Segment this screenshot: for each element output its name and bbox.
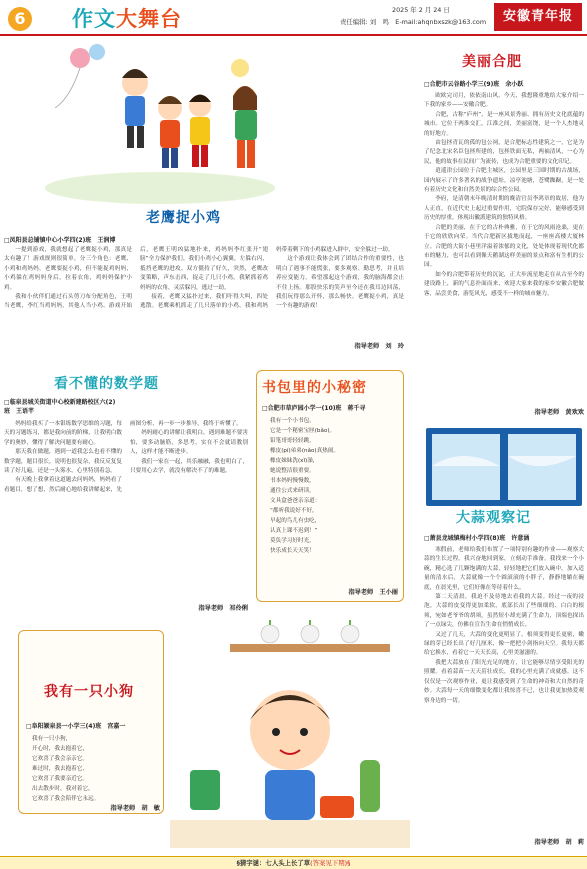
poem-line: 书本妈妈慢慢数， [270,478,315,484]
poem-body-schoolbag [270,416,400,556]
teacher-credit-hefei: 指导老师 黄欢欢 [534,409,584,416]
poem-line: 我有一个小书包， [270,418,315,424]
poem-line: “都听我说好不好， [270,508,318,514]
poem-line: 她说整洁很重要。 [270,468,315,474]
article-body-math [4,420,248,586]
article-title-math: 看不懂的数学题 [54,376,159,392]
poem-line: 铅笔哥哥轻轻跳， [270,438,315,444]
poem-line: 难过时，我去抱着它， [32,766,88,772]
paragraph: 我把大蒜放在了阳光充足的地方，让它能够尽情享受阳光的照耀。看着蒜苗一天天茁壮成长，我的心里充满了成就感。这不仅仅是一次观察作业，更让我感受到了生命的神奇和大自然的奇妙。大蒜每一天的细微变化都让我惊喜不已，也让我更加热爱观察身边的一切。 [424,659,584,704]
poem-line: 它欢喜了我会亲亲它。 [32,756,88,762]
poem-line: 开心时，我去抱着它， [32,746,88,752]
paragraph: 由包拯青瓦的孤的包公祠，是合肥标志性建筑之一，它是为了纪念北宋名臣包拯所建的，包拯铁面无私，两袖清风，一心为民，他的故事在民间广为流传，也成为合肥重要的文化印记。 [424,140,584,165]
article-title-dog: 我有一只小狗 [44,684,134,700]
article-byline-eagle: □凤阳县总铺镇中心小学四(2)班 王润博 [4,237,116,244]
riddle-answer-hint: (答案见下期)§ [310,859,351,867]
paragraph: 合肥，古称“庐州”，是一座风景秀丽、拥有历史文化底蕴的城市。它位于两淮交汇，江淮之间，美丽富饶，是一个人杰地灵的好地方。 [424,111,584,137]
paragraph: 这个游戏让我体会到了团结合作的重要性，也明白了遇事不能慌张，要多观察、勤思考，并且培养应变能力。希望那起这个游戏，我的脑海都会止不住上扬。那股快乐的笑声至今还在我耳边回荡，我们玩得那么开怀，那么畅快。老鹰捉小鸡，真是一个有趣的游戏！ [276,256,404,310]
teacher-credit-math: 指导老师 祁伶俐 [198,605,248,612]
article-byline-schoolbag: □合肥市草庐园小学一(10)班 蒋千寻 [262,405,366,412]
boy-with-garlic-illustration [170,620,410,848]
paper-logo: 安徽青年报 [494,3,582,31]
article-byline-dog: □阜阳颍泉县一小学三(4)班 宫嘉一 [26,723,126,730]
paragraph: 欧欧完司月，依依南山风。今天，我想隆重地给大家介绍一下我的家乡——安徽合肥。 [424,93,584,109]
paragraph: 李府，是清朝末年晚清时期的晚清官员李鸿章的故居，他为人正直，在近代史上起过重要作用，宅院保存完好，能够感受到历史的厚重，体现出徽派建筑的独特风格。 [424,196,584,222]
issue-date: 2025 年 2 月 24 日 [392,6,450,14]
article-title-hefei: 美丽合肥 [462,54,522,70]
header-rule [0,34,587,36]
article-title-garlic: 大蒜观察记 [456,510,531,526]
riddle-text: §猜字谜：七人头上长了草 [236,859,311,867]
article-body-hefei [424,92,584,404]
children-playing-illustration [40,38,280,206]
article-byline-garlic: □萧县龙城镇梅村小学四(8)班 许意涵 [424,535,530,542]
article-byline-math: □临泉县城关街道中心校新建路校区六(2)班 王语芊 [4,399,116,415]
poem-line: 出去散步时，我对着它， [32,786,94,792]
paragraph: 那天我在做题，遇到一道我怎么也看不懂的数学题，题目很长，说明也很复杂，我反反复复读了好几遍，还是一头雾水，心里特别着急。 [4,449,122,475]
article-title-eagle: 老鹰捉小鸡 [146,210,221,226]
poem-line: 橡皮(pí)弟弟(nǎo)真热闹。 [270,448,339,454]
section-title-b: 大舞台 [116,7,182,31]
teacher-credit-garlic: 指导老师 胡 莉 [534,839,584,846]
poem-line: 早起的鸟儿有虫吃， [270,518,321,524]
section-title [72,4,182,36]
paragraph: 如今的合肥带着历史的沉淀，正大步流星地走在从古至今的建设路上，新的气息扑面而来，欢迎大家来我的家乡安徽合肥做客，品尝美食，游览风光，感受不一样的城市魅力。 [424,271,584,297]
window-illustration [424,426,584,508]
paragraph: 寒假前，老师给我们布置了一项特别有趣的作业——观察大蒜的生长过程。我兴奋地回到家，立刻动手准备。我找来一个小碗，精心选了几颗饱满的大蒜，轻轻地把它们放入碗中。加入适量的清水后，大蒜就像一个个圆滚滚的小胖子，静静地躺在碗底，在晨光里，它们好像在等待着什么。 [424,547,584,591]
paragraph: 接着，老鹰又猛扑过来，我们吓得大叫，四处逃散。老鹰乘机抓走了几只落单的小鸡。我和鸡妈妈带着剩下的小鸡躲进入群中，安全躲过一劫。 [140,247,394,310]
page-number-badge: 6 [8,7,32,31]
paragraph: 合肥的美丽，在于它的古朴典雅，在于它的风雨沧桑，更在于它的欣欣向荣。当代合肥新区拔地而起，一座座高楼大厦林立。合肥的大街小巷里洋溢着浓郁的文化，处处体现着现代化都市的魅力，也可以看到像天鹅湖这样美丽的景点和富有生机的公园。 [424,224,584,269]
article-byline-hefei: □合肥市云谷路小学三(9)班 余小跃 [424,81,524,88]
riddle-footer [0,856,587,869]
poem-line: 快乐成长天天笑！ [270,548,315,554]
poem-line: 文具盒爸爸亲亲道： [270,498,321,504]
article-body-garlic [424,546,584,832]
paragraph: 我和小伙伴们通过石头剪刀布分配角色，王明当老鹰，李红当鸡妈妈，其他人当小鸡。游戏开始后，老鹰王明凶猛地扑来，鸡妈妈李红张开“翅膀”全力保护我们。我们小鸡小心翼翼，左躲右闪，抵挡老鹰的进攻。双方僵持了好久，突然，老鹰改变策略，声东击西，捉走了几只小鸡。我紧抓着鸡妈妈的衣角，灵活躲闪，逃过一劫。 [4,247,268,310]
teacher-credit-eagle: 指导老师 刘 玲 [354,343,404,350]
poem-line: 橡皮妹妹洗(xǐ)澡， [270,458,319,464]
poem-line: 认真上课不迟到！” [270,528,318,534]
poem-line: 它欢喜了我要亲近它。 [32,776,88,782]
poem-line: 莫负学习好时光， [270,538,315,544]
paragraph: 逍遥津公园位于合肥主城区，公园里是三国时期的古战场，园内展示了许多著名的战争遗址，凉亭池塘，苍鹭踟蹰，是一处有着历史文化和自然美景的综合性公园。 [424,168,584,194]
poem-body-dog [32,734,160,804]
editor-info: 责任编辑: 刘 鸣 E-mail:ahqnbxszk@163.com [340,18,487,26]
paragraph: 一提到游戏，我就想起了老鹰捉小鸡，那真是太有趣了！游戏规则很简单，分三个角色：老鹰、小鸡和鸡妈妈。老鹰要捉小鸡，但不能捉鸡妈妈，小鸡躲在鸡妈妈身后，拉着衣角，鸡妈妈保护小鸡。 [4,247,132,291]
poem-line: 它是一个秘密宝匣(bǎo)。 [270,428,336,434]
article-body-eagle [4,246,404,346]
paragraph: 妈妈耐心的讲解让我明白，遇到难题不要害怕，要多动脑筋，多思考，实在不会就请教别人，这样才能不断进步。 [130,430,248,456]
teacher-credit-schoolbag: 指导老师 王小丽 [348,589,398,596]
paragraph: 第二天清晨，我迫不及待地去看我的大蒜。经过一夜的浸泡，大蒜的皮变得更加柔软，底部长出了些细细的、白白的根须，宛如老爷爷的胡须，虽然短小却充满了生命力，顶端也探出了一点绿尖，仿佛在宣告生命在悄悄成长。 [424,594,584,629]
teacher-credit-dog: 指导老师 胡 敏 [110,805,160,812]
section-title-a: 作文 [72,7,116,31]
poem-line: 我有一只小狗， [32,736,72,742]
poem-line: 它欢喜了我会陪伴它永远。 [32,796,100,802]
article-title-schoolbag: 书包里的小秘密 [262,380,367,396]
paragraph: 又过了几天，大蒜的变化更明显了。根须变得更长更密，嫩绿的芽已经长出了好几厘米，像一把把小剑指向天空。我每天都给它换水，看着它一天天长高，心里美滋滋的。 [424,631,584,657]
paragraph: 妈妈给我买了一本银练数学思维的习题，每天的习题练习，都是我向前的阶梯，让我明白数学的奥妙，懂得了解决问题要有耐心。 [4,421,122,446]
paragraph: 我们一家在一起，其乐融融，我也明白了，只要用心去学，就没有解决不了的难题。 [130,458,248,475]
paragraph: 有天晚上我拿着这道题去问妈妈，妈妈看了看题目，想了想，然后耐心地给我讲解起来，先画图分析，再一步一步推导，我终于听懂了。 [4,421,242,493]
poem-line: 通往公式来研读。 [270,488,315,494]
